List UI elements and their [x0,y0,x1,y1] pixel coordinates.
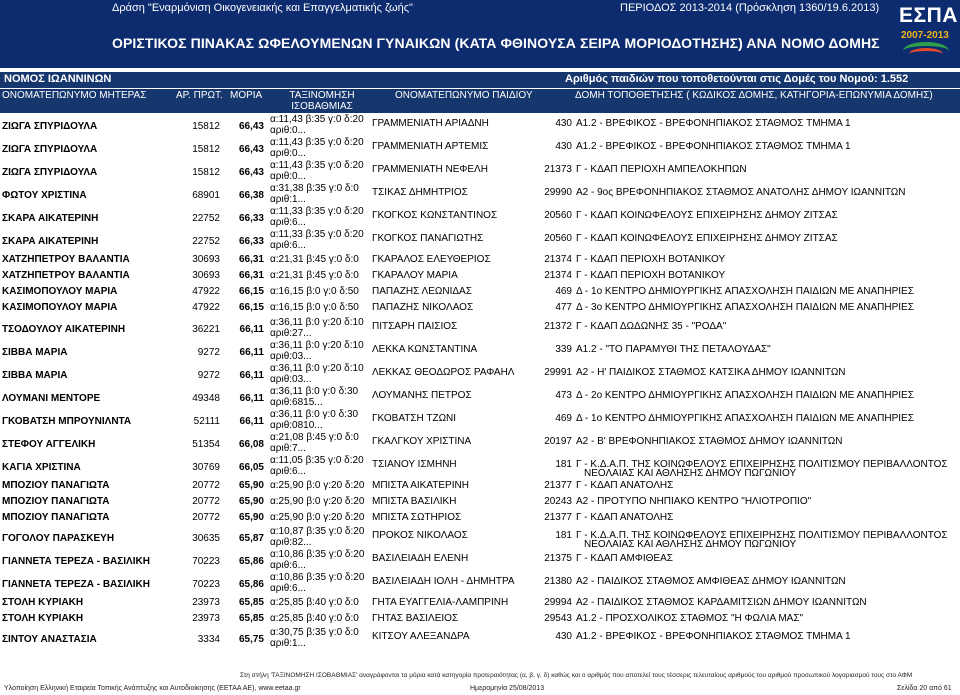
ranking-number: αριθ:6815... [270,397,323,408]
ranking-points: α:36,11 β:0 γ:0 δ:30 [270,386,359,397]
structure-name: Α2 - 9ος ΒΡΕΦΟΝΗΠΙΑΚΟΣ ΣΤΑΘΜΟΣ ΑΝΑΤΟΛΗΣ ΔΗΜΟΥ ΙΩΑΝΝΙΤΩΝ [576,187,906,198]
points: 66,08 [238,439,264,450]
structure-name-cont: ΝΕΟΛΑΙΑΣ ΚΑΙ ΑΘΛΗΣΗΣ ΔΗΜΟΥ ΠΩΓΩΝΙΟΥ [584,539,797,550]
structure-name: Γ - ΚΔΑΠ ΚΟΙΝΩΦΕΛΟΥΣ ΕΠΙΧΕΙΡΗΣΗΣ ΔΗΜΟΥ ΖΙΤΣΑΣ [576,210,838,221]
table-row [0,268,960,284]
mother-name: ΣΤΕΦΟΥ ΑΓΓΕΛΙΚΗ [2,439,96,450]
protocol-number: 70223 [192,579,220,590]
ranking-points: α:11,43 β:35 γ:0 δ:20 [270,160,364,171]
structure-name: Α2 - ΠΑΙΔΙΚΟΣ ΣΤΑΘΜΟΣ ΑΜΦΙΘΕΑΣ ΔΗΜΟΥ ΙΩΑΝΝΙΤΩΝ [576,576,846,587]
protocol-number: 47922 [192,286,220,297]
structure-code: 29991 [544,367,572,378]
points: 66,11 [239,347,264,358]
col-mother: ΟΝΟΜΑΤΕΠΩΝΥΜΟ ΜΗΤΕΡΑΣ [2,90,147,101]
points: 66,11 [239,393,264,404]
points: 65,90 [238,496,264,507]
structure-code: 469 [555,413,572,424]
table-row [0,549,960,572]
child-name: ΓΚΑΡΑΛΟΥ ΜΑΡΙΑ [372,270,458,281]
mother-name: ΜΠΟΖΙΟΥ ΠΑΝΑΓΙΩΤΑ [2,512,110,523]
protocol-number: 23973 [192,613,220,624]
protocol-number: 15812 [192,121,220,132]
protocol-number: 15812 [192,144,220,155]
structure-code: 20243 [544,496,572,507]
ranking-points: α:25,90 β:0 γ:20 δ:20 [270,512,365,523]
ranking-number: αριθ:82... [270,537,312,548]
ranking-points: α:36,11 β:0 γ:20 δ:10 [270,340,364,351]
protocol-number: 22752 [192,236,220,247]
ranking-points: α:11,33 β:35 γ:0 δ:20 [270,206,364,217]
table-row [0,478,960,494]
espa-logo [895,2,957,66]
table-row [0,363,960,386]
ranking-number: αριθ:0... [270,148,306,159]
table-row [0,432,960,455]
children-count: Αριθμός παιδιών που τοποθετούνται στις Δομές του Νομού: 1.552 [565,73,909,85]
col-moria: ΜΟΡΙΑ [230,90,263,101]
child-name: ΤΣΙΑΝΟΥ ΙΣΜΗΝΗ [372,459,457,470]
mother-name: ΛΟΥΜΑΝΙ ΜΕΝΤΟΡΕ [2,393,101,404]
mother-name: ΜΠΟΖΙΟΥ ΠΑΝΑΓΙΩΤΑ [2,496,110,507]
points: 66,33 [238,236,264,247]
structure-name: Γ - ΚΔΑΠ ΑΜΦΙΘΕΑΣ [576,553,673,564]
protocol-number: 22752 [192,213,220,224]
ranking-points: α:21,31 β:45 γ:0 δ:0 [270,270,359,281]
ranking-number: αριθ:1... [270,638,306,649]
table-row [0,455,960,478]
child-name: ΓΗΤΑΣ ΒΑΣΙΛΕΙΟΣ [372,613,459,624]
ranking-points: α:36,11 β:0 γ:20 δ:10 [270,363,364,374]
structure-name: Α1.2 - ΒΡΕΦΙΚΟΣ - ΒΡΕΦΟΝΗΠΙΑΚΟΣ ΣΤΑΘΜΟΣ ΤΜΗΜΑ 1 [576,141,851,152]
ranking-points: α:25,85 β:40 γ:0 δ:0 [270,613,359,624]
ranking-number: αριθ:6... [270,217,306,228]
protocol-number: 9272 [197,347,220,358]
table-row [0,183,960,206]
protocol-number: 51354 [192,439,220,450]
ranking-points: α:10,86 β:35 γ:0 δ:20 [270,572,365,583]
col-child: ΟΝΟΜΑΤΕΠΩΝΥΜΟ ΠΑΙΔΙΟΥ [395,90,533,101]
protocol-number: 23973 [192,597,220,608]
table-row [0,595,960,611]
child-name: ΛΕΚΚΑΣ ΘΕΟΔΩΡΟΣ ΡΑΦΑΗΛ [372,367,515,378]
ranking-points: α:25,90 β:0 γ:20 δ:20 [270,480,365,491]
ranking-number: αριθ:03... [270,351,312,362]
mother-name: ΖΙΩΓΑ ΣΠΥΡΙΔΟΥΛΑ [2,144,98,155]
structure-code: 20560 [544,233,572,244]
child-name: ΠΑΠΑΖΗΣ ΛΕΩΝΙΔΑΣ [372,286,472,297]
mother-name: ΓΙΑΝΝΕΤΑ ΤΕΡΕΖΑ - ΒΑΣΙΛΙΚΗ [2,556,150,567]
ranking-points: α:30,75 β:35 γ:0 δ:0 [270,627,359,638]
structure-code: 29543 [544,613,572,624]
ranking-number: αριθ:1... [270,194,306,205]
structure-code: 477 [555,302,572,313]
points: 65,85 [238,597,264,608]
points: 66,43 [238,144,264,155]
mother-name: ΣΙΒΒΑ ΜΑΡΙΑ [2,347,68,358]
structure-name: Γ - Κ.Δ.Α.Π. ΤΗΣ ΚΟΙΝΩΦΕΛΟΥΣ ΕΠΙΧΕΙΡΗΣΗΣ ΠΟΛΙΤΙΣΜΟΥ ΠΕΡΙΒΑΛΛΟΝΤΟΣ [576,530,948,541]
footer-org: Υλοποίηση Ελληνική Εταιρεία Τοπικής Ανάπτυξης και Αυτοδιοίκησης (ΕΕΤΑΑ ΑΕ), www.eetaa.gr [4,685,301,692]
document-title: ΟΡΙΣΤΙΚΟΣ ΠΙΝΑΚΑΣ ΩΦΕΛΟΥΜΕΝΩΝ ΓΥΝΑΙΚΩΝ (ΚΑΤΑ ΦΘΙΝΟΥΣΑ ΣΕΙΡΑ ΜΟΡΙΟΔΟΤΗΣΗΣ) ΑΝΑ ΝΟΜΟ ΔΟΜΗΣ [112,35,880,51]
ranking-points: α:21,08 β:45 γ:0 δ:0 [270,432,359,443]
structure-code: 29990 [544,187,572,198]
points: 66,31 [238,254,264,265]
structure-name: Γ - ΚΔΑΠ ΠΕΡΙΟΧΗ ΑΜΠΕΛΟΚΗΠΩΝ [576,164,747,175]
protocol-number: 15812 [192,167,220,178]
ranking-points: α:10,87 β:35 γ:0 δ:20 [270,526,365,537]
table-row [0,526,960,549]
points: 66,38 [238,190,264,201]
child-name: ΜΠΙΣΤΑ ΑΙΚΑΤΕΡΙΝΗ [372,480,469,491]
protocol-number: 20772 [192,480,220,491]
child-name: ΛΟΥΜΑΝΗΣ ΠΕΤΡΟΣ [372,390,472,401]
structure-code: 430 [555,631,572,642]
logo-years: 2007-2013 [901,30,949,41]
structure-name: Α1.2 - ΒΡΕΦΙΚΟΣ - ΒΡΕΦΟΝΗΠΙΑΚΟΣ ΣΤΑΘΜΟΣ ΤΜΗΜΑ 1 [576,118,851,129]
mother-name: ΖΙΩΓΑ ΣΠΥΡΙΔΟΥΛΑ [2,121,98,132]
structure-name-cont: ΝΕΟΛΑΙΑΣ ΚΑΙ ΑΘΛΗΣΗΣ ΔΗΜΟΥ ΠΩΓΩΝΙΟΥ [584,468,797,479]
structure-code: 21377 [544,512,572,523]
ranking-number: αριθ:7... [270,443,306,454]
mother-name: ΧΑΤΖΗΠΕΤΡΟΥ ΒΑΛΑΝΤΙΑ [2,270,130,281]
child-name: ΓΚΑΛΓΚΟΥ ΧΡΙΣΤΙΝΑ [372,436,472,447]
ranking-points: α:11,33 β:35 γ:0 δ:20 [270,229,364,240]
mother-name: ΜΠΟΖΙΟΥ ΠΑΝΑΓΙΩΤΑ [2,480,110,491]
points: 66,05 [238,462,264,473]
structure-name: Γ - ΚΔΑΠ ΚΟΙΝΩΦΕΛΟΥΣ ΕΠΙΧΕΙΡΗΣΗΣ ΔΗΜΟΥ ΖΙΤΣΑΣ [576,233,838,244]
child-name: ΓΚΟΒΑΤΣΗ ΤΖΩΝΙ [372,413,457,424]
structure-name: Δ - 1ο ΚΕΝΤΡΟ ΔΗΜΙΟΥΡΓΙΚΗΣ ΑΠΑΣΧΟΛΗΣΗ ΠΑΙΔΙΩΝ ΜΕ ΑΝΑΠΗΡΙΕΣ [576,286,914,297]
mother-name: ΚΑΣΙΜΟΠΟΥΛΟΥ ΜΑΡΙΑ [2,302,118,313]
mother-name: ΓΟΓΟΛΟΥ ΠΑΡΑΣΚΕΥΗ [2,533,115,544]
structure-code: 20560 [544,210,572,221]
structure-code: 339 [555,344,572,355]
ranking-points: α:25,90 β:0 γ:20 δ:20 [270,496,365,507]
header-banner [0,0,960,68]
points: 65,85 [238,613,264,624]
ranking-number: αριθ:27... [270,328,312,339]
ranking-points: α:31,38 β:35 γ:0 δ:0 [270,183,359,194]
structure-code: 473 [555,390,572,401]
structure-code: 21374 [544,254,572,265]
footer-page: Σελίδα 20 από 61 [897,685,952,692]
protocol-number: 30635 [192,533,220,544]
ranking-points: α:21,31 β:45 γ:0 δ:0 [270,254,359,265]
points: 66,33 [238,213,264,224]
child-name: ΒΑΣΙΛΕΙΑΔΗ ΕΛΕΝΗ [372,553,469,564]
structure-name: Γ - ΚΔΑΠ ΠΕΡΙΟΧΗ ΒΟΤΑΝΙΚΟΥ [576,254,726,265]
structure-code: 21380 [544,576,572,587]
child-name: ΓΚΟΓΚΟΣ ΠΑΝΑΓΙΩΤΗΣ [372,233,484,244]
structure-code: 430 [555,118,572,129]
child-name: ΓΚΟΓΚΟΣ ΚΩΝΣΤΑΝΤΙΝΟΣ [372,210,498,221]
protocol-number: 30693 [192,254,220,265]
child-name: ΚΙΤΣΟΥ ΑΛΕΞΑΝΔΡΑ [372,631,470,642]
points: 65,86 [238,556,264,567]
ranking-points: α:25,85 β:40 γ:0 δ:0 [270,597,359,608]
points: 66,43 [238,167,264,178]
table-body [0,114,960,649]
structure-code: 21377 [544,480,572,491]
child-name: ΠΡΟΚΟΣ ΝΙΚΟΛΑΟΣ [372,530,468,541]
structure-code: 21372 [544,321,572,332]
program-title: Δράση "Εναρμόνιση Οικογενειακής και Επαγγελματικής ζωής" [112,2,413,14]
ranking-number: αριθ:6... [270,560,306,571]
table-row [0,340,960,363]
ranking-number: αριθ:0... [270,125,306,136]
table-row [0,137,960,160]
structure-name: Α2 - ΠΑΙΔΙΚΟΣ ΣΤΑΘΜΟΣ ΚΑΡΔΑΜΙΤΣΙΩΝ ΔΗΜΟΥ ΙΩΑΝΝΙΤΩΝ [576,597,867,608]
structure-code: 21374 [544,270,572,281]
child-name: ΠΑΠΑΖΗΣ ΝΙΚΟΛΑΟΣ [372,302,474,313]
mother-name: ΚΑΣΙΜΟΠΟΥΛΟΥ ΜΑΡΙΑ [2,286,118,297]
ranking-points: α:10,86 β:35 γ:0 δ:20 [270,549,365,560]
child-name: ΓΚΑΡΑΛΟΣ ΕΛΕΥΘΕΡΙΟΣ [372,254,491,265]
mother-name: ΣΙΝΤΟΥ ΑΝΑΣΤΑΣΙΑ [2,634,97,645]
table-row [0,114,960,137]
protocol-number: 20772 [192,496,220,507]
protocol-number: 3334 [197,634,220,645]
region-bar [0,72,960,88]
structure-name: Γ - ΚΔΑΠ ΑΝΑΤΟΛΗΣ [576,512,674,523]
points: 65,90 [238,480,264,491]
child-name: ΤΣΙΚΑΣ ΔΗΜΗΤΡΙΟΣ [372,187,468,198]
footnote: Στη στήλη 'ΤΑΞΙΝΟΜΗΣΗ ΙΣΟΒΑΘΜΙΑΣ' αναγράφονται τα μόρια κατά κατηγορία προτεραιότητας (α, β, γ, δ) καθώς και ο αριθμός που αποτελεί τους τέσσερις τελευταίους αριθμούς του αριθμού προσωπικού λογαριασμού τους στο ΑΦΜ [240,672,913,679]
structure-code: 20197 [544,436,572,447]
mother-name: ΚΑΓΙΑ ΧΡΙΣΤΙΝΑ [2,462,81,473]
structure-name: Γ - Κ.Δ.Α.Π. ΤΗΣ ΚΟΙΝΩΦΕΛΟΥΣ ΕΠΙΧΕΙΡΗΣΗΣ ΠΟΛΙΤΙΣΜΟΥ ΠΕΡΙΒΑΛΛΟΝΤΟΣ [576,459,948,470]
protocol-number: 30693 [192,270,220,281]
structure-code: 469 [555,286,572,297]
mother-name: ΖΙΩΓΑ ΣΠΥΡΙΔΟΥΛΑ [2,167,98,178]
logo-text: ΕΣΠΑ [899,4,958,27]
child-name: ΓΡΑΜΜΕΝΙΑΤΗ ΑΡΙΑΔΝΗ [372,118,489,129]
points: 66,15 [238,302,264,313]
ranking-points: α:36,11 β:0 γ:0 δ:30 [270,409,359,420]
protocol-number: 68901 [192,190,220,201]
table-row [0,229,960,252]
child-name: ΜΠΙΣΤΑ ΣΩΤΗΡΙΟΣ [372,512,462,523]
mother-name: ΣΚΑΡΑ ΑΙΚΑΤΕΡΙΝΗ [2,213,99,224]
child-name: ΜΠΙΣΤΑ ΒΑΣΙΛΙΚΗ [372,496,457,507]
mother-name: ΧΑΤΖΗΠΕΤΡΟΥ ΒΑΛΑΝΤΙΑ [2,254,130,265]
period-label: ΠΕΡΙΟΔΟΣ 2013-2014 (Πρόσκληση 1360/19.6.2013) [620,2,880,14]
points: 65,90 [238,512,264,523]
table-row [0,386,960,409]
table-row [0,252,960,268]
structure-name: Γ - ΚΔΑΠ ΑΝΑΤΟΛΗΣ [576,480,674,491]
col-struct: ΔΟΜΗ ΤΟΠΟΘΕΤΗΣΗΣ ( ΚΩΔΙΚΟΣ ΔΟΜΗΣ, ΚΑΤΗΓΟΡΙΑ-ΕΠΩΝΥΜΙΑ ΔΟΜΗΣ) [575,90,933,101]
structure-code: 181 [555,530,572,541]
footer-date: Ημερομηνία 25/08/2013 [470,685,545,692]
ranking-number: αριθ:0810... [270,420,323,431]
child-name: ΛΕΚΚΑ ΚΩΝΣΤΑΝΤΙΝΑ [372,344,478,355]
table-row [0,317,960,340]
points: 65,86 [238,579,264,590]
structure-code: 29994 [544,597,572,608]
structure-code: 21375 [544,553,572,564]
mother-name: ΦΩΤΟΥ ΧΡΙΣΤΙΝΑ [2,190,87,201]
table-row [0,409,960,432]
points: 66,11 [239,370,264,381]
child-name: ΠΙΤΣΑΡΗ ΠΑΙΣΙΟΣ [372,321,458,332]
ranking-points: α:16,15 β:0 γ:0 δ:50 [270,286,359,297]
mother-name: ΣΤΟΛΗ ΚΥΡΙΑΚΗ [2,613,84,624]
points: 66,11 [239,416,264,427]
ranking-points: α:36,11 β:0 γ:20 δ:10 [270,317,364,328]
ranking-points: α:16,15 β:0 γ:0 δ:50 [270,302,359,313]
points: 66,31 [238,270,264,281]
structure-name: Δ - 3ο ΚΕΝΤΡΟ ΔΗΜΙΟΥΡΓΙΚΗΣ ΑΠΑΣΧΟΛΗΣΗ ΠΑΙΔΙΩΝ ΜΕ ΑΝΑΠΗΡΙΕΣ [576,302,914,313]
protocol-number: 47922 [192,302,220,313]
col-tax: ΤΑΞΙΝΟΜΗΣΗ ΙΣΟΒΑΘΜΙΑΣ [289,90,355,112]
table-row [0,572,960,595]
mother-name: ΤΣΟΔΟΥΛΟΥ ΑΙΚΑΤΕΡΙΝΗ [2,324,126,335]
structure-name: Α2 - ΠΡΟΤΥΠΟ ΝΗΠΙΑΚΟ ΚΕΝΤΡΟ "ΗΛΙΟΤΡΟΠΙΟ" [576,496,812,507]
protocol-number: 36221 [192,324,220,335]
structure-code: 21373 [544,164,572,175]
table-row [0,510,960,526]
points: 66,11 [239,324,264,335]
child-name: ΓΡΑΜΜΕΝΙΑΤΗ ΝΕΦΕΛΗ [372,164,488,175]
points: 65,75 [238,634,264,645]
mother-name: ΓΙΑΝΝΕΤΑ ΤΕΡΕΖΑ - ΒΑΣΙΛΙΚΗ [2,579,150,590]
child-name: ΒΑΣΙΛΕΙΑΔΗ ΙΟΛΗ - ΔΗΜΗΤΡΑ [372,576,515,587]
ranking-points: α:11,05 β:35 γ:0 δ:20 [270,455,364,466]
table-row [0,494,960,510]
structure-code: 430 [555,141,572,152]
protocol-number: 70223 [192,556,220,567]
mother-name: ΣΙΒΒΑ ΜΑΡΙΑ [2,370,68,381]
structure-name: Α1.2 - ΒΡΕΦΙΚΟΣ - ΒΡΕΦΟΝΗΠΙΑΚΟΣ ΣΤΑΘΜΟΣ ΤΜΗΜΑ 1 [576,631,851,642]
mother-name: ΓΚΟΒΑΤΣΗ ΜΠΡΟΥΝΙΛΝΤΑ [2,416,132,427]
protocol-number: 30769 [192,462,220,473]
protocol-number: 20772 [192,512,220,523]
page-footer [0,684,960,695]
points: 66,43 [238,121,264,132]
structure-name: Δ - 1ο ΚΕΝΤΡΟ ΔΗΜΙΟΥΡΓΙΚΗΣ ΑΠΑΣΧΟΛΗΣΗ ΠΑΙΔΙΩΝ ΜΕ ΑΝΑΠΗΡΙΕΣ [576,413,914,424]
ranking-number: αριθ:6... [270,466,306,477]
protocol-number: 49348 [192,393,220,404]
structure-name: Α1.2 - "ΤΟ ΠΑΡΑΜΥΘΙ ΤΗΣ ΠΕΤΑΛΟΥΔΑΣ" [576,344,771,355]
structure-name: Α2 - Η' ΠΑΙΔΙΚΟΣ ΣΤΑΘΜΟΣ ΚΑΤΣΙΚΑ ΔΗΜΟΥ ΙΩΑΝΝΙΤΩΝ [576,367,846,378]
mother-name: ΣΤΟΛΗ ΚΥΡΙΑΚΗ [2,597,84,608]
points: 66,15 [238,286,264,297]
ranking-number: αριθ:6... [270,240,306,251]
ranking-number: αριθ:03... [270,374,312,385]
prefecture-name: ΝΟΜΟΣ ΙΩΑΝΝΙΝΩΝ [4,73,112,85]
table-row [0,206,960,229]
child-name: ΓΗΤΑ ΕΥΑΓΓΕΛΙΑ-ΛΑΜΠΡΙΝΗ [372,597,509,608]
points: 65,87 [238,533,264,544]
mother-name: ΣΚΑΡΑ ΑΙΚΑΤΕΡΙΝΗ [2,236,99,247]
col-am: ΑΡ. ΠΡΩΤ. [176,90,223,101]
table-row [0,300,960,317]
structure-name: Γ - ΚΔΑΠ ΔΩΔΩΝΗΣ 35 - "ΡΟΔΑ" [576,321,727,332]
table-row [0,160,960,183]
table-header [0,89,960,113]
logo-arc-red-icon [909,48,943,60]
structure-name: Α2 - Β' ΒΡΕΦΟΝΗΠΙΑΚΟΣ ΣΤΑΘΜΟΣ ΔΗΜΟΥ ΙΩΑΝΝΙΤΩΝ [576,436,843,447]
structure-name: Δ - 2ο ΚΕΝΤΡΟ ΔΗΜΙΟΥΡΓΙΚΗΣ ΑΠΑΣΧΟΛΗΣΗ ΠΑΙΔΙΩΝ ΜΕ ΑΝΑΠΗΡΙΕΣ [576,390,914,401]
table-row [0,284,960,300]
structure-name: Γ - ΚΔΑΠ ΠΕΡΙΟΧΗ ΒΟΤΑΝΙΚΟΥ [576,270,726,281]
ranking-points: α:11,43 β:35 γ:0 δ:20 [270,114,364,125]
structure-code: 181 [555,459,572,470]
child-name: ΓΡΑΜΜΕΝΙΑΤΗ ΑΡΤΕΜΙΣ [372,141,489,152]
ranking-number: αριθ:0... [270,171,306,182]
table-row [0,611,960,627]
structure-name: Α1.2 - ΠΡΟΣΧΟΛΙΚΟΣ ΣΤΑΘΜΟΣ "Η ΦΩΛΙΑ ΜΑΣ" [576,613,804,624]
protocol-number: 52111 [193,416,220,427]
protocol-number: 9272 [197,370,220,381]
ranking-number: αριθ:6... [270,583,306,594]
ranking-points: α:11,43 β:35 γ:0 δ:20 [270,137,364,148]
table-row [0,627,960,649]
